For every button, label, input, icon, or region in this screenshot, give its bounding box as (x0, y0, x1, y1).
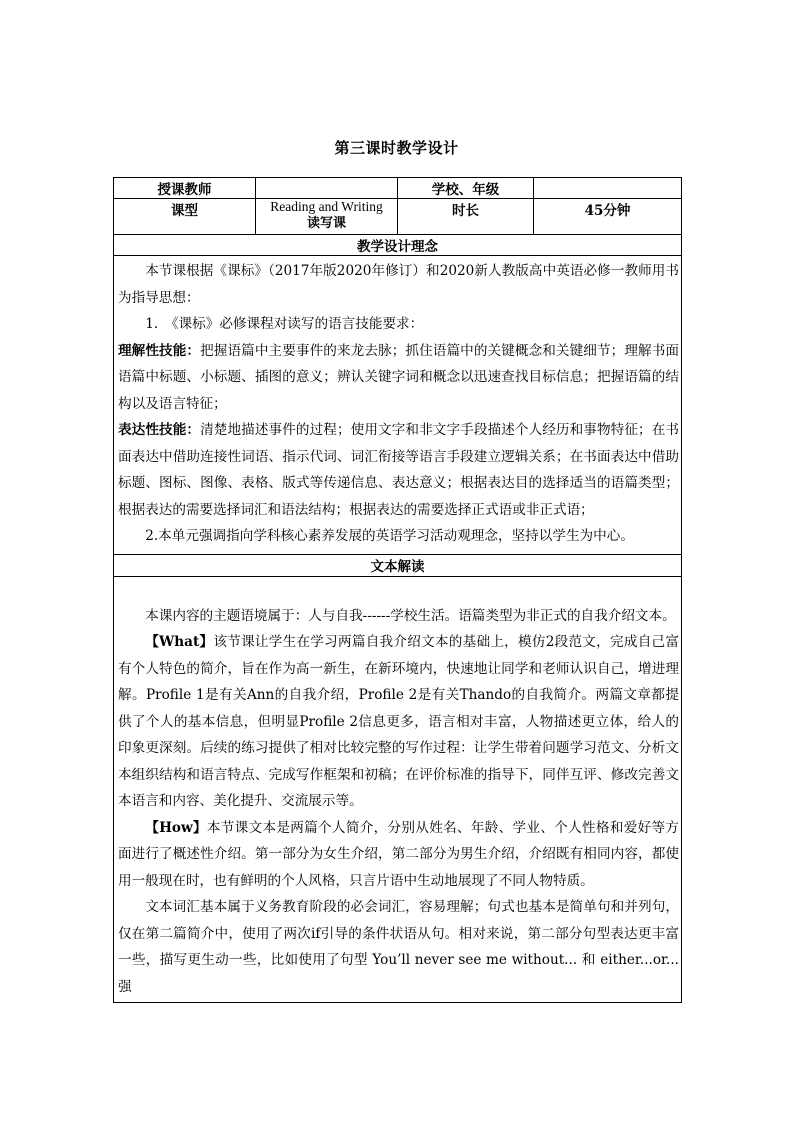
philosophy-heading-row (114, 235, 682, 256)
type-value (256, 199, 398, 235)
type-value-en: Reading and Writing (270, 199, 383, 214)
how-text: 本节课文本是两篇个人简介，分别从姓名、年龄、学业、个人性格和爱好等方面进行了概述性介绍。第一部分为女生介绍，第二部分为男生介绍，介绍既有相同内容，都使用一般现在时，也有鲜明的个人风格，只言片语中生动地展现了不同人物特质。 (118, 819, 679, 889)
comprehension-skills (118, 338, 679, 418)
philosophy-item-1: 1. 《课标》必修课程对读写的语言技能要求： (145, 316, 424, 332)
lesson-design-table (113, 177, 682, 1003)
analysis-what (118, 629, 679, 815)
type-label: 课型 (114, 199, 256, 235)
philosophy-body-row (114, 256, 682, 555)
expression-skills-text: 清楚地描述事件的过程；使用文字和非文字手段描述个人经历和事物特征；在书面表达中借助连接性词语、指示代词、词汇衔接等语言手段建立逻辑关系；在书面表达中借助标题、图标、图像、表格、版式等传递信息、表达意义；根据表达目的选择适当的语篇类型；根据表达的需要选择词汇和语法结构；根据表达的需要选择正式语或非正式语； (118, 422, 680, 518)
duration-label: 时长 (398, 199, 534, 235)
analysis-vocabulary: 文本词汇基本属于义务教育阶段的必会词汇，容易理解；句式也基本是简单句和并列句，仅在第二篇简介中，使用了两次if引导的条件状语从句。相对来说，第二部分句型表达更丰富一些，描写更生动一些，比如使用了句型 You’ll never see me without... 和 either...or...强 (118, 899, 679, 995)
school-value (534, 178, 682, 199)
comprehension-skills-label: 理解性技能： (118, 342, 201, 359)
what-text: 该节课让学生在学习两篇自我介绍文本的基础上，模仿2段范文，完成自己富有个人特色的简介，旨在作为高一新生，在新环境内，快速地让同学和老师认识自己，增进理解。Profile 1是有关Ann的自我介绍，Profile 2是有关Thando的自我简介。两篇文章都提供了个人的基本信息，但明显Profile 2信息更多，语言相对丰富，人物描述更立体，给人的印象更深刻。后续的练习提供了相对比较完整的写作过程：让学生带着问题学习范文、分析文本组织结构和语言特点、完成写作框架和初稿；在评价标准的指导下，同伴互评、修改完善文本语言和内容、美化提升、交流展示等。 (118, 634, 679, 809)
analysis-context: 本课内容的主题语境属于：人与自我------学校生活。语篇类型为非正式的自我介绍文本。 (145, 607, 676, 624)
expression-skills-label: 表达性技能： (118, 422, 201, 438)
duration-value: 45分钟 (534, 199, 682, 235)
analysis-heading: 文本解读 (114, 554, 682, 576)
philosophy-heading: 教学设计理念 (114, 235, 682, 256)
type-value-zh: 读写课 (306, 215, 346, 230)
teacher-value (256, 178, 398, 199)
expression-skills (118, 417, 679, 523)
how-label: 【How】 (145, 819, 207, 836)
comprehension-skills-text: 把握语篇中主要事件的来龙去脉；抓住语篇中的关键概念和关键细节；理解书面语篇中标题、小标题、插图的意义；辨认关键字词和概念以迅速查找目标信息；把握语篇的结构以及语言特征； (118, 342, 680, 412)
philosophy-intro: 本节课根据《课标》（2017年版2020年修订）和2020新人教版高中英语必修一教师用书为指导思想： (118, 263, 679, 306)
philosophy-item-2: 2.本单元强调指向学科核心素养发展的英语学习活动观理念，坚持以学生为中心。 (145, 528, 634, 544)
page-title: 第三课时教学设计 (334, 139, 459, 157)
analysis-body (114, 576, 682, 1003)
what-label: 【What】 (145, 634, 214, 650)
analysis-body-row (114, 576, 682, 1003)
teacher-label: 授课教师 (114, 178, 256, 199)
info-row-2 (114, 199, 682, 235)
analysis-how (118, 815, 679, 895)
info-row-1 (114, 178, 682, 199)
analysis-heading-row (114, 554, 682, 576)
philosophy-body (114, 256, 682, 555)
school-label: 学校、年级 (398, 178, 534, 199)
